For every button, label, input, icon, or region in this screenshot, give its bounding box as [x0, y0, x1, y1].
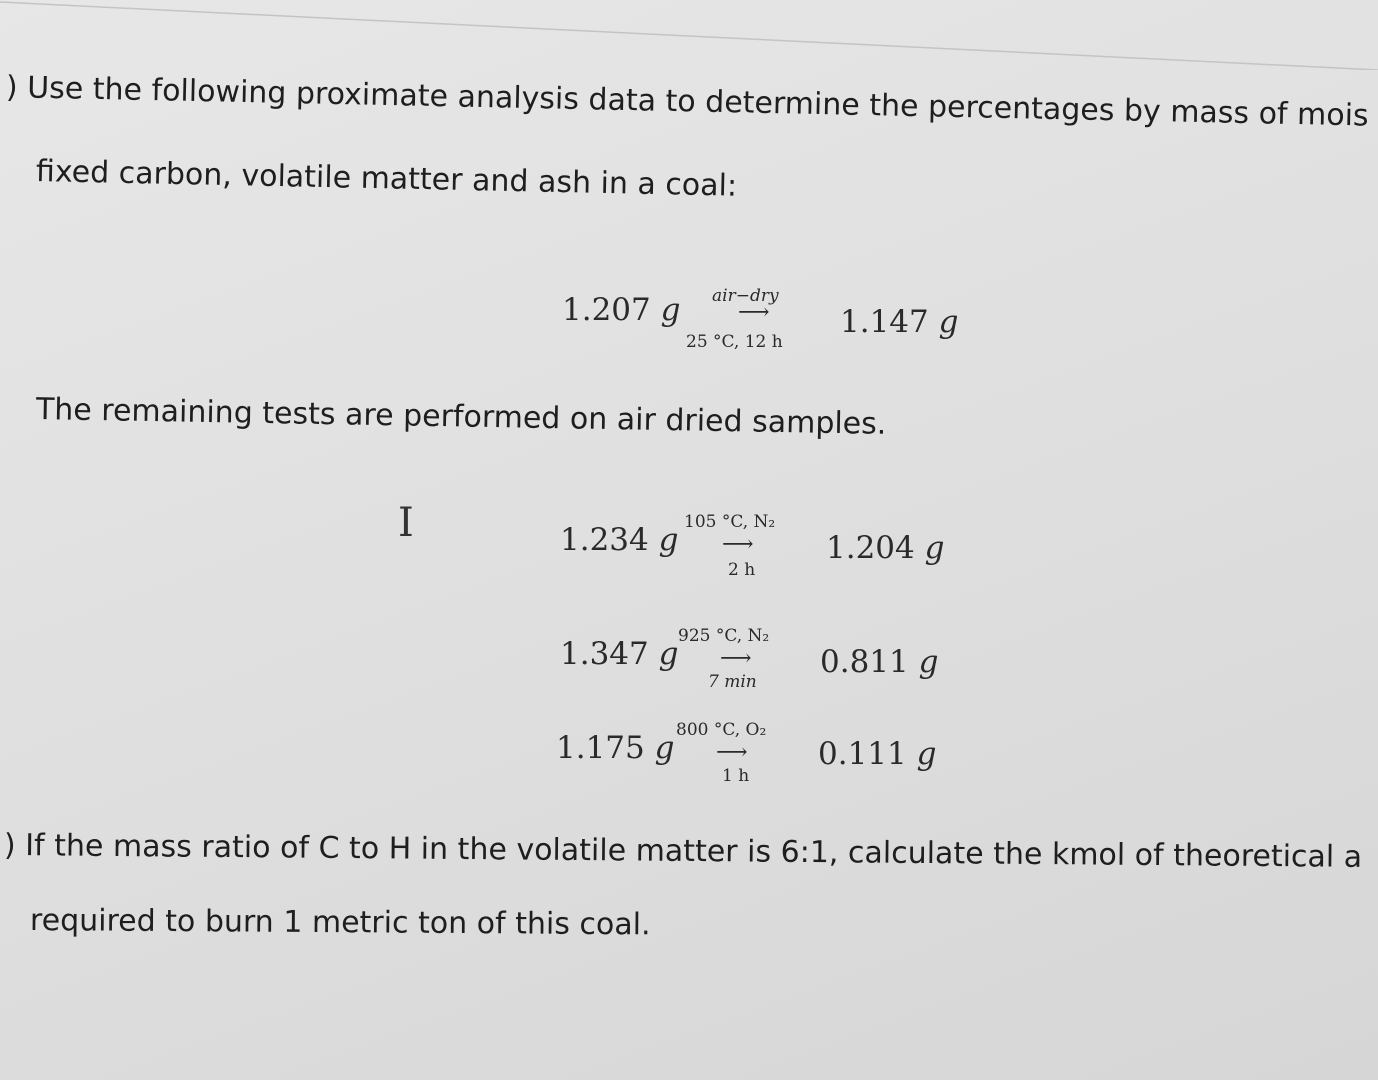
equation-initial-mass: 1.347 g	[560, 636, 679, 672]
equation-condition-below: 25 °C, 12 h	[686, 332, 783, 352]
equation-condition-above: 105 °C, N₂	[684, 512, 776, 532]
equation-condition-above: 800 °C, O₂	[676, 720, 767, 740]
question-b-text: If the mass ratio of C to H in the volatile matter is 6:1, calculate the kmol of theoretical a	[25, 828, 1363, 875]
question-a-marker: )	[5, 70, 19, 106]
equation-condition-below: 2 h	[728, 560, 756, 580]
equation-initial-mass: 1.234 g	[560, 522, 679, 558]
equation-condition-below: 7 min	[708, 672, 757, 692]
remaining-tests-note: The remaining tests are performed on air dried samples.	[35, 392, 887, 442]
equation-final-mass: 1.204 g	[826, 530, 945, 566]
question-a-line-1	[6, 70, 1369, 134]
question-a-line-2: fixed carbon, volatile matter and ash in a coal:	[35, 154, 738, 204]
equation-final-mass: 0.811 g	[820, 644, 939, 680]
equation-condition-below: 1 h	[722, 766, 750, 786]
text-cursor-icon: I	[398, 500, 414, 546]
equation-condition-above: air−dry	[712, 286, 779, 306]
question-a-text: Use the following proximate analysis data to determine the percentages by mass of mois	[26, 70, 1370, 134]
question-b-line-1	[4, 828, 1362, 875]
arrow-right-icon: ⟶	[720, 646, 752, 671]
equation-final-mass: 0.111 g	[818, 736, 937, 772]
equation-initial-mass: 1.207 g	[562, 292, 681, 328]
question-b-marker: )	[3, 828, 16, 864]
equation-final-mass: 1.147 g	[840, 304, 959, 340]
equation-condition-above: 925 °C, N₂	[678, 626, 770, 646]
equation-initial-mass: 1.175 g	[556, 730, 675, 766]
arrow-right-icon: ⟶	[722, 532, 754, 557]
arrow-right-icon: ⟶	[738, 300, 770, 325]
question-b-line-2: required to burn 1 metric ton of this coal.	[29, 903, 651, 943]
arrow-right-icon: ⟶	[716, 740, 748, 765]
